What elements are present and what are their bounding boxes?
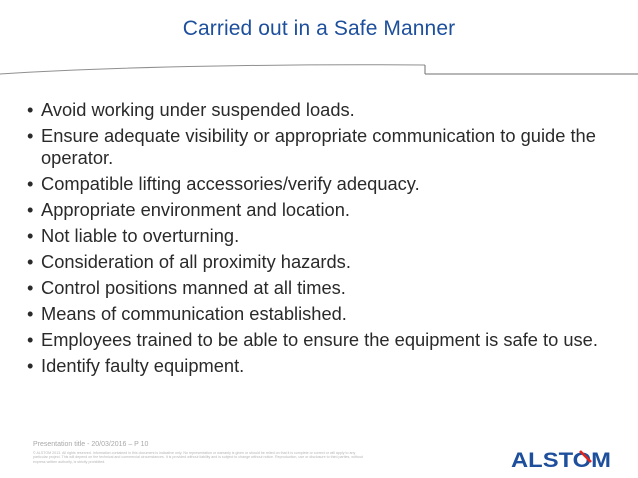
bullet-marker: • <box>27 99 34 120</box>
bullet-marker: • <box>27 251 34 272</box>
footer-legal-notice: © ALSTOM 2013. All rights reserved. Information contained in this document is indicative only. No representation or warranty is given or should be relied on that it is complete or correct or will apply to any particular project. This will depend on the technical and commercial circumstances. It is provided without liability and is subject to change without notice. Reproduction, use or disclosure to third parties, without express written authority, is strictly prohibited. <box>33 451 363 464</box>
footer-presentation-info: Presentation title - 20/03/2016 – P 10 <box>33 441 149 448</box>
bullet-marker: • <box>27 355 34 376</box>
bullet-marker: • <box>27 173 34 194</box>
bullet-item: • Employees trained to be able to ensure the equipment is safe to use. <box>27 329 598 350</box>
bullet-marker: • <box>27 125 34 146</box>
title-divider <box>0 52 638 92</box>
bullet-marker: • <box>27 303 34 324</box>
bullet-item: • Not liable to overturning. <box>27 225 240 246</box>
alstom-logo <box>511 447 611 471</box>
slide-title: Carried out in a Safe Manner <box>182 17 456 40</box>
bullet-marker: • <box>27 225 34 246</box>
bullet-item: • Identify faulty equipment. <box>27 355 245 376</box>
bullet-item: • Compatible lifting accessories/verify adequacy. <box>27 173 420 194</box>
bullet-marker: • <box>27 329 34 350</box>
bullet-list <box>27 99 617 381</box>
bullet-item: • Avoid working under suspended loads. <box>27 99 355 120</box>
bullet-marker: • <box>27 277 34 298</box>
bullet-marker: • <box>27 199 34 220</box>
bullet-item: • Ensure adequate visibility or appropriate communication to guide the operator. <box>27 125 596 168</box>
bullet-item: • Consideration of all proximity hazards. <box>27 251 351 272</box>
bullet-item: • Appropriate environment and location. <box>27 199 350 220</box>
logo-wordmark: ALSTOM <box>511 449 611 471</box>
bullet-item: • Means of communication established. <box>27 303 347 324</box>
bullet-item: • Control positions manned at all times. <box>27 277 346 298</box>
